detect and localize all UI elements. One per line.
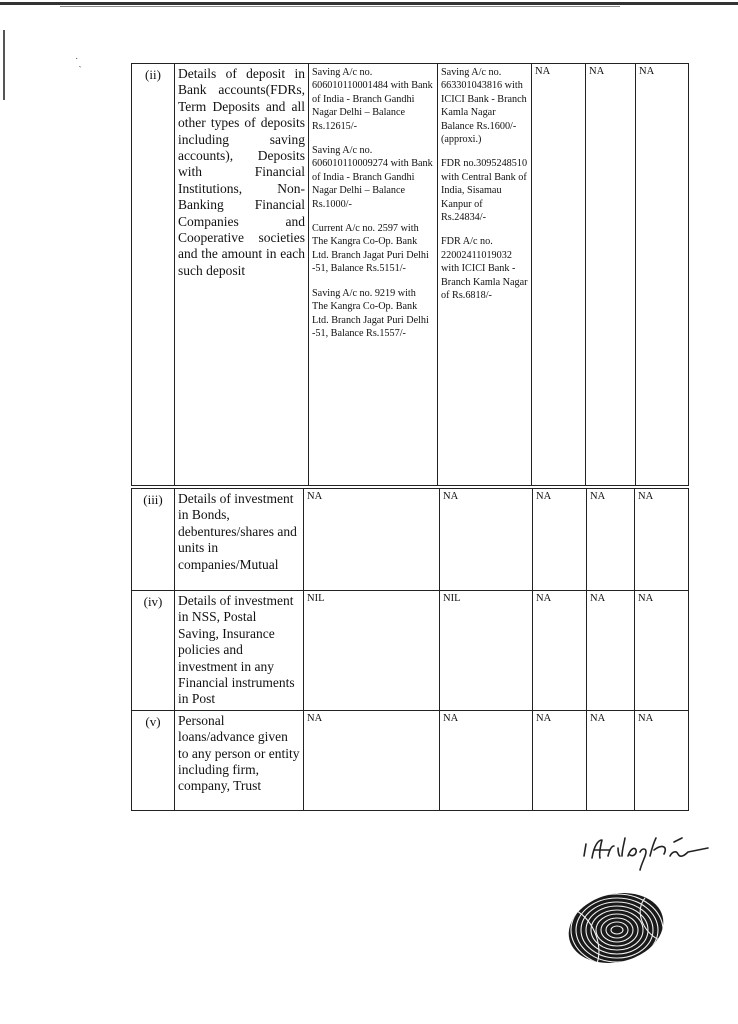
scan-speck: ˙ˏ	[75, 57, 82, 68]
serial-number: (iv)	[132, 591, 175, 711]
signature	[578, 826, 718, 876]
self-deposits-cell	[309, 64, 438, 486]
deposit-entry: FDR no.3095248510 with Central Bank of India, Sisamau Kanpur of Rs.24834/-	[441, 158, 528, 224]
value-cell: NA	[304, 710, 440, 810]
item-description: Details of investment in NSS, Postal Saving, Insurance policies and investment in any Financial instruments in Post	[175, 591, 304, 711]
value-cell: NA	[533, 710, 587, 810]
assets-table-lower	[131, 488, 689, 811]
scan-top-line	[60, 6, 620, 7]
value-cell: NA	[533, 489, 587, 591]
value-cell: NIL	[440, 591, 533, 711]
serial-number: (iii)	[132, 489, 175, 591]
value-cell: NA	[304, 489, 440, 591]
deposit-entry: Saving A/c no. 9219 with The Kangra Co-Op. Bank Ltd. Branch Jagat Puri Delhi -51, Balance Rs.1557/-	[312, 287, 429, 339]
serial-number: (v)	[132, 710, 175, 810]
table-row	[132, 489, 689, 591]
value-cell: NA	[440, 710, 533, 810]
deposit-entry: FDR A/c no. 22002411019032 with ICICI Bank - Branch Kamla Nagar of Rs.6818/-	[441, 236, 528, 302]
spouse-deposits-cell	[438, 64, 532, 486]
value-cell: NA	[533, 591, 587, 711]
scan-top-border	[0, 2, 738, 5]
deposit-entry: Saving A/c no. 606010110009274 with Bank of India - Branch Gandhi Nagar Delhi – Balance Rs.1000/-	[312, 145, 433, 210]
deposit-entry: Saving A/c no. 606010110001484 with Bank of India - Branch Gandhi Nagar Delhi – Balance Rs.12615/-	[312, 67, 433, 132]
value-cell: NA	[532, 64, 586, 486]
item-description: Details of investment in Bonds, debentures/shares and units in companies/Mutual	[175, 489, 304, 591]
thumbprint	[565, 890, 667, 970]
scan-left-mark	[3, 30, 5, 100]
serial-number: (ii)	[132, 64, 175, 486]
item-description: Details of deposit in Bank accounts(FDRs, Term Deposits and all other types of deposits including saving accounts), Deposits with Financial Institutions, Non-Banking Financial Companies and Cooperative societies and the amount in each such deposit	[175, 64, 309, 486]
assets-table-upper	[131, 63, 689, 486]
table-row	[132, 591, 689, 711]
deposit-entry: Current A/c no. 2597 with The Kangra Co-Op. Bank Ltd. Branch Jagat Puri Delhi -51, Balance Rs.5151/-	[312, 223, 429, 275]
value-cell: NA	[440, 489, 533, 591]
value-cell: NA	[635, 489, 689, 591]
value-cell: NA	[636, 64, 689, 486]
value-cell: NA	[635, 591, 689, 711]
table-row	[132, 64, 689, 486]
value-cell: NA	[587, 710, 635, 810]
deposit-entry: Saving A/c no. 663301043816 with ICICI Bank - Branch Kamla Nagar Balance Rs.1600/- (approxi.)	[441, 67, 527, 146]
item-description: Personal loans/advance given to any person or entity including firm, company, Trust	[175, 710, 304, 810]
value-cell: NIL	[304, 591, 440, 711]
value-cell: NA	[586, 64, 636, 486]
value-cell: NA	[587, 591, 635, 711]
table-row	[132, 710, 689, 810]
value-cell: NA	[635, 710, 689, 810]
value-cell: NA	[587, 489, 635, 591]
